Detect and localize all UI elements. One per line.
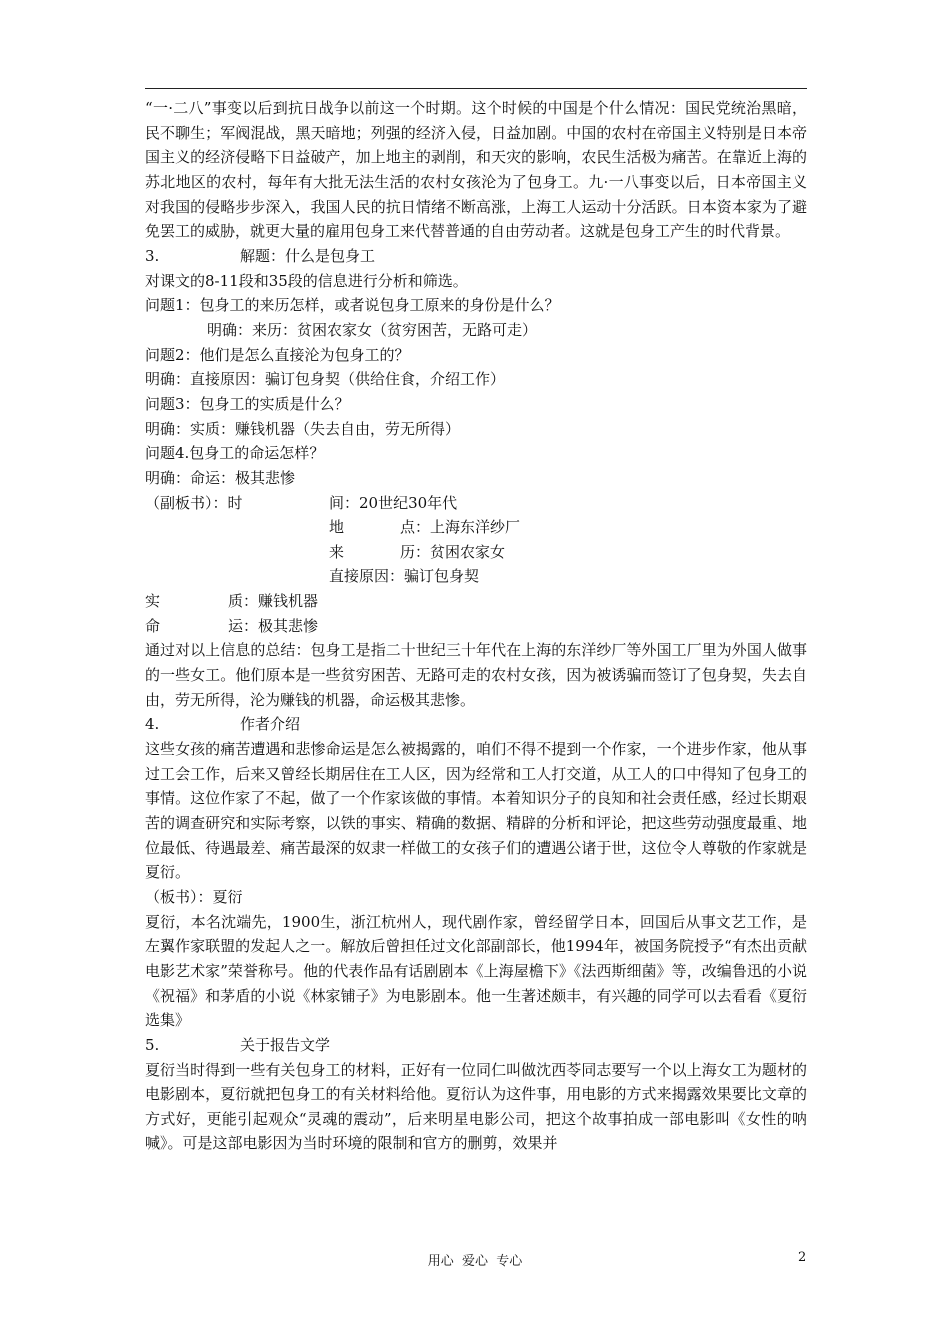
header-rule xyxy=(145,88,807,89)
section-number: 3. xyxy=(145,246,160,265)
section-3-heading xyxy=(145,244,807,269)
paragraph-summary: 通过对以上信息的总结：包身工是指二十世纪三十年代在上海的东洋纱厂等外国工厂里为外国人做事的一些女工。他们原本是一些贫穷困苦、无路可走的农村女孩，因为被诱骗而签订了包身契，失去自由，劳无所得，沦为赚钱的机器，命运极其悲惨。 xyxy=(145,641,807,709)
answer-4: 明确：命运：极其悲惨 xyxy=(145,468,296,487)
paragraph-xiayan: 夏衍，本名沈端先，1900生，浙江杭州人，现代剧作家，曾经留学日本，回国后从事文艺工作，是左翼作家联盟的发起人之一。解放后曾担任过文化部副部长，他1994年，被国务院授予“有杰出贡献电影艺术家”荣誉称号。他的代表作品有话剧剧本《上海屋檐下》《法西斯细菌》等，改编鲁迅的小说《祝福》和茅盾的小说《林家铺子》为电影剧本。他一生著述颇丰，有兴趣的同学可以去看看《夏衍选集》 xyxy=(145,912,807,1030)
paragraph-background: “一·二八”事变以后到抗日战争以前这一个时期。这个时候的中国是个什么情况：国民党统治黑暗，民不聊生；军阀混战，黑天暗地；列强的经济入侵，日益加剧。中国的农村在帝国主义特别是日本帝国主义的经济侵略下日益破产，加上地主的剥削，和天灾的影响，农民生活极为痛苦。在靠近上海的苏北地区的农村，每年有大批无法生活的农村女孩沦为了包身工。九·一八事变以后，日本帝国主义对我国的侵略步步深入，我国人民的抗日情绪不断高涨，上海工人运动十分活跃。日本资本家为了避免罢工的威胁，就更大量的雇用包身工来代替普通的自由劳动者。这就是包身工产生的时代背景。 xyxy=(145,99,807,241)
paragraph-author: 这些女孩的痛苦遭遇和悲惨命运是怎么被揭露的，咱们不得不提到一个作家，一个进步作家，他从事过工会工作，后来又曾经长期居住在工人区，因为经常和工人打交道，从工人的口中得知了包身工的事情。这位作家了不起，做了一个作家该做的事情。本着知识分子的良知和社会责任感，经过长期艰苦的调查研究和实际考察，以铁的事实、精确的数据、精辟的分析和评论，把这些劳动强度最重、地位最低、待遇最差、痛苦最深的奴隶一样做工的女孩子们的遭遇公诸于世，这位令人尊敬的作家就是夏衍。 xyxy=(145,739,807,882)
board-cause: 直接原因：骗订包身契 xyxy=(329,567,480,586)
section-title: 作者介绍 xyxy=(240,715,301,734)
section-5-heading xyxy=(145,1033,807,1058)
board-fate-value: 运：极其悲惨 xyxy=(228,616,319,635)
paragraph-reportage: 夏衍当时得到一些有关包身工的材料，正好有一位同仁叫做沈西苓同志要写一个以上海女工为题材的电影剧本，夏衍就把包身工的有关材料给他。夏衍认为这件事，用电影的方式来揭露效果要比文章的方式好，更能引起观众“灵魂的震动”，后来明星电影公司，把这个故事拍成一部电影叫《女性的呐喊》。可是这部电影因为当时环境的限制和官方的删剪，效果并 xyxy=(145,1060,807,1153)
answer-2: 明确：直接原因：骗订包身契（供给住食，介绍工作） xyxy=(145,370,506,389)
section-title: 关于报告文学 xyxy=(240,1035,331,1054)
board-origin-key: 来 xyxy=(329,542,345,561)
board-label: （副板书）：时 xyxy=(145,493,243,512)
section-4-heading xyxy=(145,712,807,737)
board-time: 间：20世纪30年代 xyxy=(329,493,458,512)
answer-1: 明确：来历：贫困农家女（贫穷困苦，无路可走） xyxy=(207,320,538,339)
section-3-intro: 对课文的8-11段和35段的信息进行分析和筛选。 xyxy=(145,271,468,290)
board-row-nature xyxy=(145,589,807,614)
question-4: 问题4.包身工的命运怎样？ xyxy=(145,444,325,463)
question-3: 问题3：包身工的实质是什么？ xyxy=(145,394,350,413)
board-place-value: 点：上海东洋纱厂 xyxy=(400,518,521,537)
footer-slogan: 用心 爱心 专心 xyxy=(427,1254,523,1269)
page-footer xyxy=(0,1250,950,1272)
section-title: 解题：什么是包身工 xyxy=(240,246,376,265)
page-body xyxy=(145,96,807,1156)
board-row-origin xyxy=(145,540,807,565)
board-note: （板书）：夏衍 xyxy=(145,887,243,906)
board-nature-key: 实 xyxy=(145,592,161,611)
section-number: 4. xyxy=(145,715,160,734)
board-row-cause xyxy=(145,564,807,589)
board-row-place xyxy=(145,515,807,540)
board-fate-key: 命 xyxy=(145,616,161,635)
board-nature-value: 质：赚钱机器 xyxy=(228,592,319,611)
board-origin-value: 历：贫困农家女 xyxy=(400,542,506,561)
section-number: 5. xyxy=(145,1035,160,1054)
answer-3: 明确：实质：赚钱机器（失去自由，劳无所得） xyxy=(145,419,461,438)
question-2: 问题2：他们是怎么直接沦为包身工的？ xyxy=(145,345,410,364)
board-row-fate xyxy=(145,614,807,639)
board-row-time xyxy=(145,491,807,516)
board-place-key: 地 xyxy=(329,518,345,537)
question-1: 问题1：包身工的来历怎样，或者说包身工原来的身份是什么？ xyxy=(145,296,560,315)
page-number: 2 xyxy=(798,1250,807,1265)
